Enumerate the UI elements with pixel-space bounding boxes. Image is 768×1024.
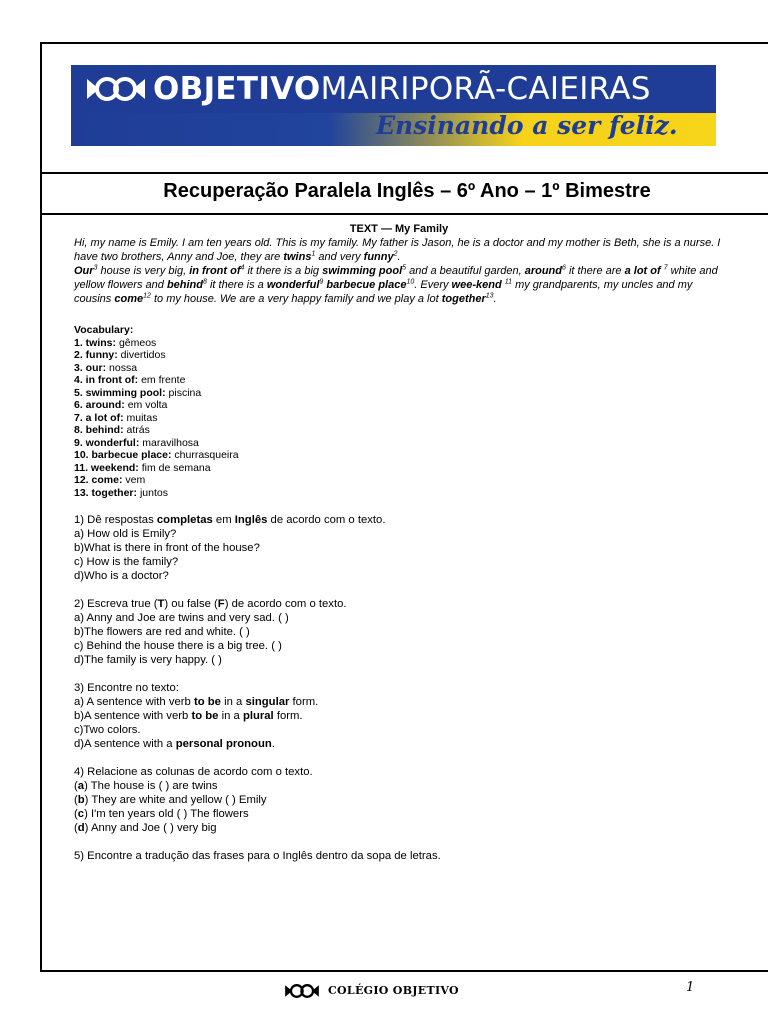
question-item: b)The flowers are red and white. ( ) — [74, 626, 250, 638]
objetivo-footer-logo-icon — [284, 982, 320, 1000]
vocab-item: 2. funny: divertidos — [74, 349, 166, 361]
page-number: 1 — [686, 980, 695, 995]
question-item: (b) They are white and yellow ( ) Emily — [74, 794, 267, 806]
question-5-prompt: 5) Encontre a tradução das frases para o Inglês dentro da sopa de letras. — [74, 850, 441, 862]
question-item: d)Who is a doctor? — [74, 570, 169, 582]
question-item: (a) The house is ( ) are twins — [74, 780, 218, 792]
vocabulary-heading: Vocabulary: — [74, 324, 134, 336]
vocab-item: 7. a lot of: muitas — [74, 411, 158, 424]
vocab-item: 11. weekend: fim de semana — [74, 461, 211, 474]
banner-brand: OBJETIVOMAIRIPORÃ-CAIEIRAS — [153, 71, 651, 107]
vocabulary-list — [74, 324, 724, 499]
question-4 — [74, 765, 724, 835]
question-item: d)The family is very happy. ( ) — [74, 654, 222, 666]
question-item: c) Behind the house there is a big tree. ( ) — [74, 640, 282, 652]
vocab-item: 6. around: em volta — [74, 399, 168, 411]
question-item: a) How old is Emily? — [74, 528, 177, 540]
vocab-item: 13. together: juntos — [74, 486, 168, 499]
objetivo-logo-icon — [85, 75, 147, 103]
question-item: d)A sentence with a personal pronoun. — [74, 738, 275, 750]
reading-text: Hi, my name is Emily. I am ten years old. This is my family. My father is Jason, he is a doctor and my mother is Beth, she is a nurse. I have two brothers, Anny and Joe, they are twins$^1$ and very funny$^2$. Our$^3$ house is very big, in front $of^4$ it there is a big swimming pool$^5$ and a beautiful garden, around$^6$ it there are a lot of $^7$ white and yellow flowers and behind$^8$ it there is a wonderful$^9$ barbecue place$^{10}$. Every wee-kend $^{11}$ my grandparents, my uncles and my cousins come$^{12}$ to my house. We are a very happy family and we play a lot together$^{13}$. — [74, 237, 721, 305]
question-item: b)What is there in front of the house? — [74, 542, 260, 554]
question-item: b)A sentence with verb to be in a plural form. — [74, 710, 303, 722]
question-1-prompt: 1) Dê respostas completas em Inglês de acordo com o texto. — [74, 514, 386, 526]
text-title: TEXT — My Family — [349, 223, 449, 235]
worksheet-content — [74, 222, 724, 863]
question-2 — [74, 597, 724, 667]
question-2-prompt: 2) Escreva true (T) ou false (F) de acordo com o texto. — [74, 598, 347, 610]
question-item: c)Two colors. — [74, 724, 141, 736]
banner-tagline: Ensinando a ser feliz. — [376, 111, 678, 140]
vocab-item: 5. swimming pool: piscina — [74, 386, 202, 399]
vocab-item: 9. wonderful: maravilhosa — [74, 436, 199, 449]
vocab-item: 8. behind: atrás — [74, 424, 150, 436]
question-1 — [74, 513, 724, 583]
question-item: (d) Anny and Joe ( ) very big — [74, 822, 217, 834]
question-3 — [74, 681, 724, 751]
vocab-item: 12. come: vem — [74, 474, 146, 486]
question-item: c) How is the family? — [74, 556, 179, 568]
vocab-item: 3. our: nossa — [74, 361, 138, 374]
footer-school-name: COLÉGIO OBJETIVO — [328, 984, 459, 997]
question-item: a) A sentence with verb to be in a singular form. — [74, 696, 319, 708]
vocab-item: 10. barbecue place: churrasqueira — [74, 449, 239, 461]
question-4-prompt: 4) Relacione as colunas de acordo com o texto. — [74, 766, 313, 778]
question-5 — [74, 849, 724, 863]
question-item: (c) I'm ten years old ( ) The flowers — [74, 808, 249, 820]
header-divider-top — [40, 172, 768, 174]
school-banner — [71, 65, 716, 146]
question-item: a) Anny and Joe are twins and very sad. ( ) — [74, 612, 289, 624]
page-title: Recuperação Paralela Inglês – 6º Ano – 1º Bimestre — [163, 180, 651, 202]
header-divider-bottom — [40, 213, 768, 215]
footer — [284, 982, 484, 1002]
vocab-item: 1. twins: gêmeos — [74, 336, 157, 349]
question-3-prompt: 3) Encontre no texto: — [74, 682, 179, 694]
vocab-item: 4. in front of: em frente — [74, 374, 186, 386]
